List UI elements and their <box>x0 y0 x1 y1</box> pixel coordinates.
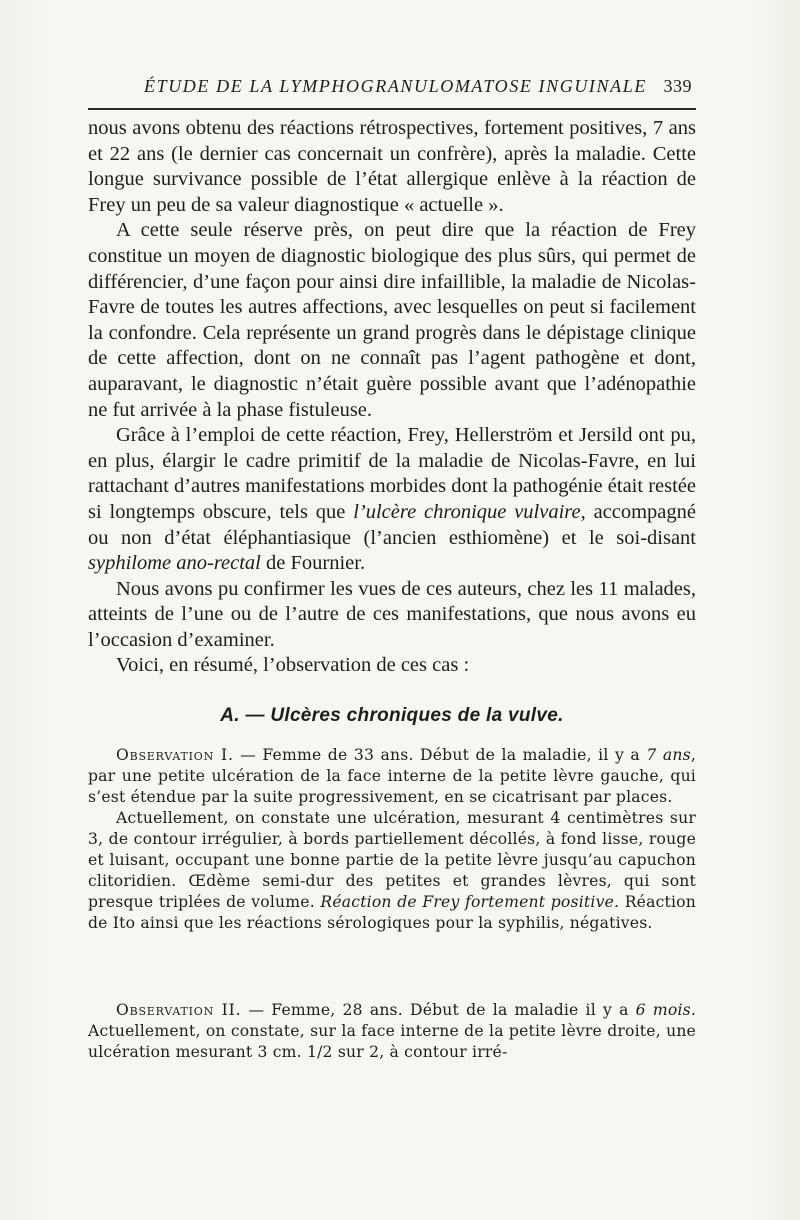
paragraph-2: A cette seule réserve près, on peut dire que la réaction de Frey constitue un moyen de diagnostic biologique des plus sûrs, qui permet de différencier, d’une façon pour ainsi dire infaillible, la maladie de Nicolas-Favre de toutes les autres affections, avec lesquelles on peut si facilement la confondre. Cela représente un grand progrès dans le dépistage clinique de cette affection, dont on ne connaît pas l’agent pathogène et dont, auparavant, le diagnostic n’était guère possible avant que l’adénopathie ne fut arrivée à la phase fistuleuse. <box>88 219 696 421</box>
paragraph-3-text-a: Grâce à l’emploi de cette réaction, Frey, Hellerström et Jersild ont pu, en plus, élargir le cadre primitif de la maladie de Nicolas-Favre, en lui rattachant d’autres manifestations morbides dont la pathogénie était restée si longtemps obscure, tels que <box>88 424 696 523</box>
observation-1-p2-text-b: Réaction de Ito ainsi que les réactions sérologiques pour la syphilis, négatives. <box>88 893 696 932</box>
paragraph-1: nous avons obtenu des réactions rétrospectives, fortement positives, 7 ans et 22 ans (le dernier cas concernait un confrère), après la maladie. Cette longue survivance possible de l’état allergique enlève à la réaction de Frey un peu de sa valeur diagnostique « actuelle ». <box>88 117 696 216</box>
observation-1-italic-frey: Réaction de Frey fortement positive. <box>320 893 620 911</box>
observation-2 <box>88 1000 696 1063</box>
section-heading: A. — Ulcères chroniques de la vulve. <box>220 705 564 726</box>
observation-1-label: Observation I. <box>116 746 234 764</box>
paragraph-3-italic-syphilome: syphilome ano-rectal <box>88 552 261 575</box>
observation-1-italic-duration: 7 ans <box>646 746 691 764</box>
paragraph-5: Voici, en résumé, l’observation de ces cas : <box>116 654 470 677</box>
paragraph-3-italic-ulcere: l’ulcère chronique vulvaire <box>353 500 581 523</box>
observation-1-p2-text-a: Actuellement, on constate une ulcération, mesurant 4 centimètres sur 3, de contour irrégulier, à bords partiellement décollés, à fond lisse, rouge et luisant, occupant une bonne partie de la petite lèvre jusqu’au capuchon clitoridien. Œdème semi-dur des petites et grandes lèvres, qui sont presque triplées de volume. <box>88 809 696 911</box>
observation-1-text-b: , par une petite ulcération de la face interne de la petite lèvre gauche, qui s’est étendue par la suite progressivement, en se cicatrisant par places. <box>88 746 696 806</box>
paragraph-4: Nous avons pu confirmer les vues de ces auteurs, chez les 11 malades, atteints de l’une ou de l’autre de ces manifestations, que nous avons eu l’occasion d’examiner. <box>88 577 696 651</box>
header-rule <box>88 108 696 110</box>
observation-2-paragraph-1 <box>88 1000 696 1063</box>
observation-1-paragraph-2 <box>88 808 696 934</box>
running-title: ÉTUDE DE LA LYMPHOGRANULOMATOSE INGUINALE <box>144 76 647 96</box>
observation-2-italic-duration: 6 mois <box>635 1001 691 1019</box>
paragraph-3-text-c: de Fournier. <box>260 552 366 575</box>
observation-1-paragraph-1 <box>88 745 696 808</box>
observation-2-text-a: — Femme, 28 ans. Début de la maladie il y a <box>241 1001 636 1019</box>
page-header <box>88 72 700 102</box>
page-number: 339 <box>663 76 692 96</box>
paragraph-3-text-b: , accompagné ou non d’état éléphantiasique (l’ancien esthiomène) et le soi-disant <box>88 500 697 549</box>
observation-2-label: Observation II. <box>116 1001 242 1019</box>
body-text <box>88 116 696 679</box>
paragraph-3 <box>88 423 696 577</box>
observation-1-text-a: — Femme de 33 ans. Début de la maladie, il y a <box>233 746 647 764</box>
observation-1 <box>88 745 696 934</box>
observation-2-text-b: . Actuellement, on constate, sur la face interne de la petite lèvre droite, une ulcération mesurant 3 cm. 1/2 sur 2, à contour irré- <box>88 1001 697 1061</box>
